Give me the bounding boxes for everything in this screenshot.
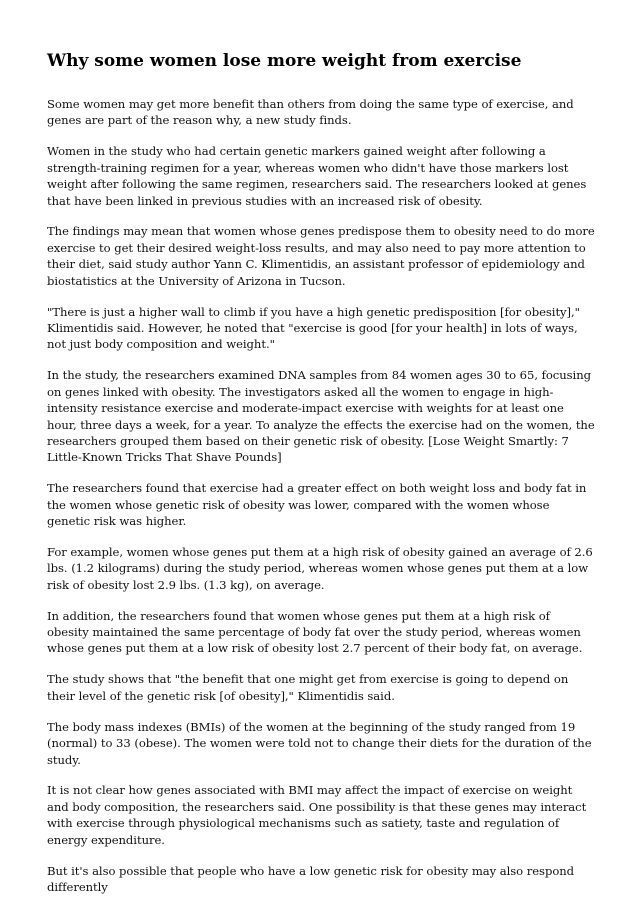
document-title: Why some women lose more weight from exercise (47, 51, 522, 71)
paragraph-12: But it's also possible that people who have a low genetic risk for obesity may also respond differently (47, 863, 575, 894)
paragraph-4: "There is just a higher wall to climb if you have a high genetic predisposition [for obesity]," Klimentidis said. However, he noted that "exercise is good [for your health] in lots of ways, not just body composition and weight." (47, 304, 580, 352)
paragraph-5: In the study, the researchers examined DNA samples from 84 women ages 30 to 65, focusing on genes linked with obesity. The investigators asked all the women to engage in high-intensity resistance exercise and moderate-impact exercise with weights for at least one hour, three days a week, for a year. To analyze the effects the exercise had on the women, the researchers grouped them based on their genetic risk of obesity. [Lose Weight Smartly: 7 Little-Known Tricks That Shave Pounds] (47, 368, 595, 465)
paragraph-6: The researchers found that exercise had a greater effect on both weight loss and body fat in the women whose genetic risk of obesity was lower, compared with the women whose genetic risk was higher. (47, 481, 587, 529)
paragraph-10: The body mass indexes (BMIs) of the women at the beginning of the study ranged from 19 (normal) to 33 (obese). The women were told not to change their diets for the duration of the study. (47, 719, 592, 767)
paragraph-8: In addition, the researchers found that women whose genes put them at a high risk of obesity maintained the same percentage of body fat over the study period, whereas women whose genes put them at a low risk of obesity lost 2.7 percent of their body fat, on average. (47, 608, 583, 656)
document-page (47, 50, 595, 910)
paragraph-3: The findings may mean that women whose genes predispose them to obesity need to do more exercise to get their desired weight-loss results, and may also need to pay more attention to their diet, said study author Yann C. Klimentidis, an assistant professor of epidemiology and biostatistics at the University of Arizona in Tucson. (47, 224, 595, 288)
paragraph-9: The study shows that "the benefit that one might get from exercise is going to depend on their level of the genetic risk [of obesity]," Klimentidis said. (47, 672, 569, 703)
paragraph-1: Some women may get more benefit than others from doing the same type of exercise, and genes are part of the reason why, a new study finds. (47, 97, 574, 128)
paragraph-7: For example, women whose genes put them at a high risk of obesity gained an average of 2.6 lbs. (1.2 kilograms) during the study period, whereas women whose genes put them at a low risk of obesity lost 2.9 lbs. (1.3 kg), on average. (47, 544, 593, 592)
paragraph-2: Women in the study who had certain genetic markers gained weight after following a strength-training regimen for a year, whereas women who didn't have those markers lost weight after following the same regimen, researchers said. The researchers looked at genes that have been linked in previous studies with an increased risk of obesity. (47, 144, 587, 208)
paragraph-11: It is not clear how genes associated with BMI may affect the impact of exercise on weight and body composition, the researchers said. One possibility is that these genes may interact with exercise through physiological mechanisms such as satiety, taste and regulation of energy expenditure. (47, 783, 587, 847)
